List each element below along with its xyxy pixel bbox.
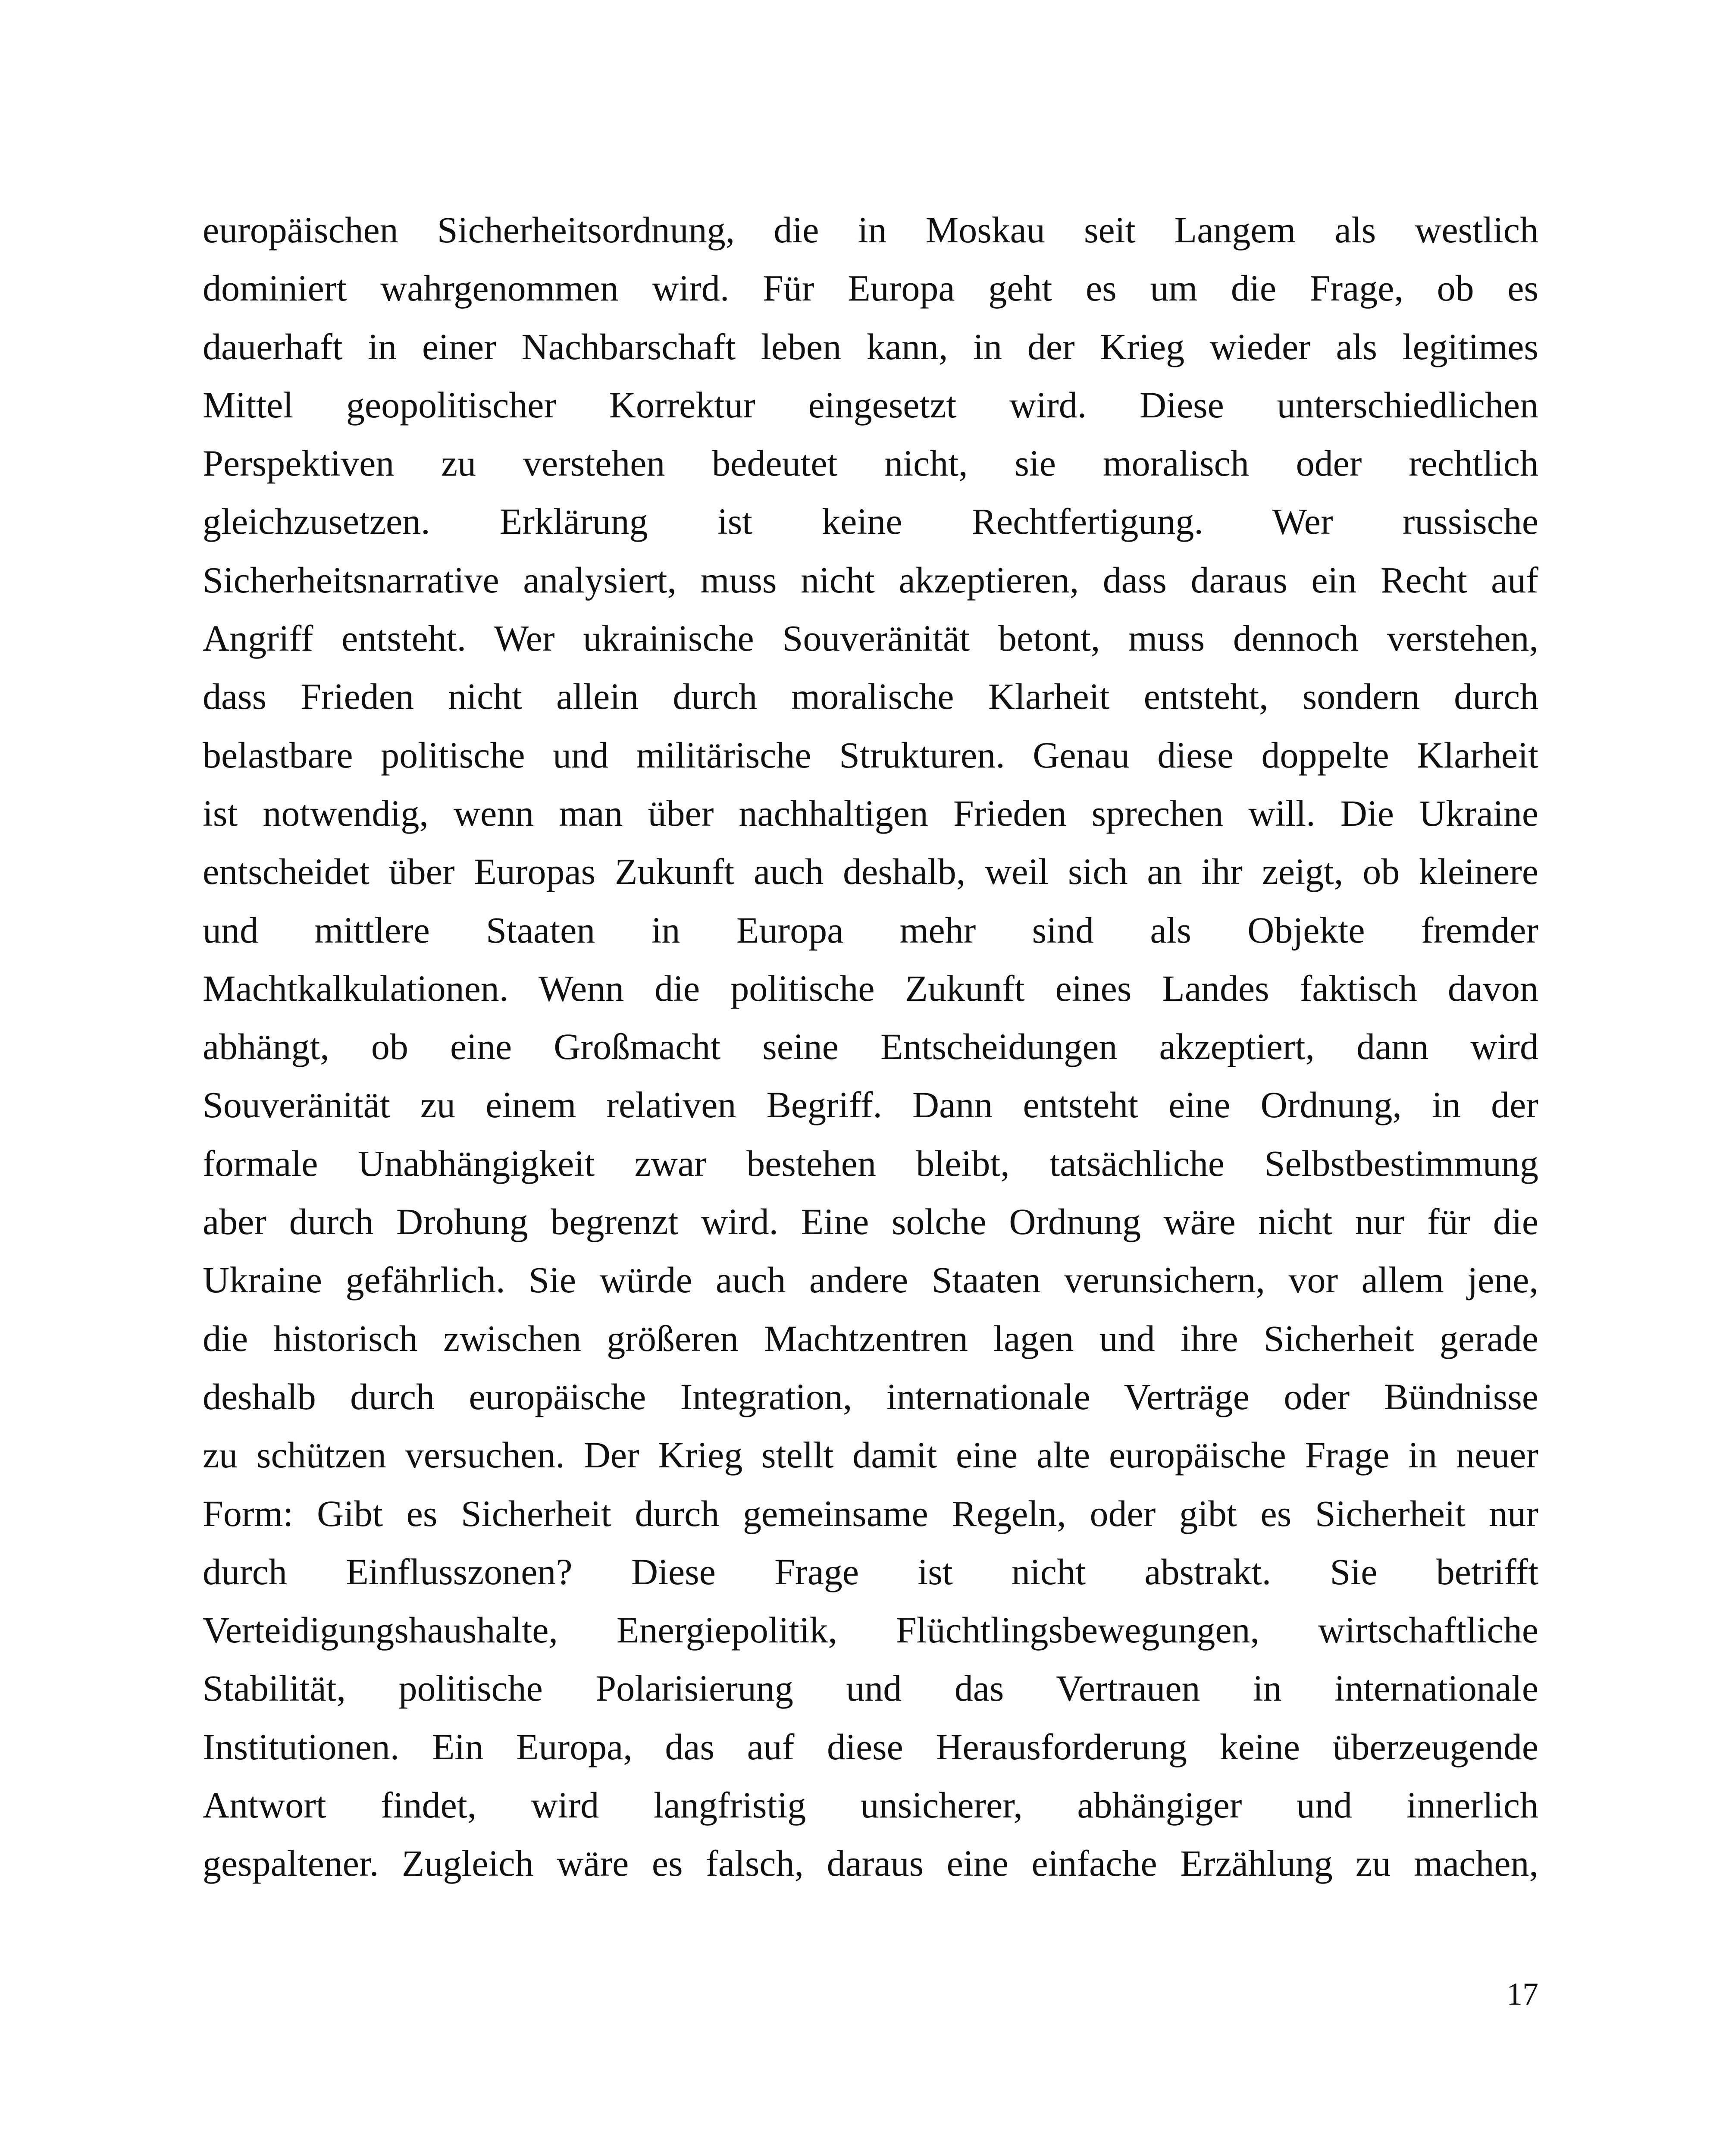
text-line: Antwort findet, wird langfristig unsicherer, abhängiger und innerlich <box>203 1784 1538 1826</box>
text-line: Angriff entsteht. Wer ukrainische Souveränität betont, muss dennoch verstehen, <box>203 617 1538 659</box>
page-number: 17 <box>1506 1977 1538 2012</box>
text-line: aber durch Drohung begrenzt wird. Eine solche Ordnung wäre nicht nur für die <box>203 1201 1538 1243</box>
text-line: deshalb durch europäische Integration, internationale Verträge oder Bündnisse <box>203 1376 1538 1417</box>
text-line: Form: Gibt es Sicherheit durch gemeinsame Regeln, oder gibt es Sicherheit nur <box>203 1492 1538 1534</box>
text-line: zu schützen versuchen. Der Krieg stellt damit eine alte europäische Frage in neuer <box>203 1434 1538 1476</box>
text-line: Mittel geopolitischer Korrektur eingesetzt wird. Diese unterschiedlichen <box>203 384 1538 426</box>
text-line: Ukraine gefährlich. Sie würde auch andere Staaten verunsichern, vor allem jene, <box>203 1259 1538 1301</box>
text-line: Souveränität zu einem relativen Begriff. Dann entsteht eine Ordnung, in der <box>203 1084 1538 1126</box>
text-line: Machtkalkulationen. Wenn die politische Zukunft eines Landes faktisch davon <box>203 967 1538 1009</box>
text-line: belastbare politische und militärische Strukturen. Genau diese doppelte Klarheit <box>203 734 1538 776</box>
text-line: gleichzusetzen. Erklärung ist keine Rechtfertigung. Wer russische <box>203 501 1538 542</box>
text-line: europäischen Sicherheitsordnung, die in Moskau seit Langem als westlich <box>203 209 1538 251</box>
text-line: Stabilität, politische Polarisierung und das Vertrauen in internationale <box>203 1667 1538 1709</box>
text-line: Sicherheitsnarrative analysiert, muss nicht akzeptieren, dass daraus ein Recht auf <box>203 559 1538 601</box>
text-line: und mittlere Staaten in Europa mehr sind als Objekte fremder <box>203 909 1538 951</box>
text-line: die historisch zwischen größeren Machtzentren lagen und ihre Sicherheit gerade <box>203 1317 1538 1359</box>
text-line: Verteidigungshaushalte, Energiepolitik, Flüchtlingsbewegungen, wirtschaftliche <box>203 1609 1538 1651</box>
text-line: dauerhaft in einer Nachbarschaft leben kann, in der Krieg wieder als legitimes <box>203 326 1538 367</box>
body-paragraph <box>203 201 1538 1893</box>
text-line: gespaltener. Zugleich wäre es falsch, daraus eine einfache Erzählung zu machen, <box>203 1843 1538 1884</box>
text-line: Institutionen. Ein Europa, das auf diese Herausforderung keine überzeugende <box>203 1726 1538 1767</box>
text-line: abhängt, ob eine Großmacht seine Entscheidungen akzeptiert, dann wird <box>203 1026 1538 1068</box>
text-line: entscheidet über Europas Zukunft auch deshalb, weil sich an ihr zeigt, ob kleinere <box>203 851 1538 893</box>
text-line: dass Frieden nicht allein durch moralische Klarheit entsteht, sondern durch <box>203 676 1538 718</box>
text-line: ist notwendig, wenn man über nachhaltigen Frieden sprechen will. Die Ukraine <box>203 792 1538 834</box>
text-line: Perspektiven zu verstehen bedeutet nicht, sie moralisch oder rechtlich <box>203 442 1538 484</box>
text-line: formale Unabhängigkeit zwar bestehen bleibt, tatsächliche Selbstbestimmung <box>203 1142 1538 1184</box>
text-line: durch Einflusszonen? Diese Frage ist nicht abstrakt. Sie betrifft <box>203 1551 1538 1592</box>
text-line: dominiert wahrgenommen wird. Für Europa geht es um die Frage, ob es <box>203 267 1538 309</box>
